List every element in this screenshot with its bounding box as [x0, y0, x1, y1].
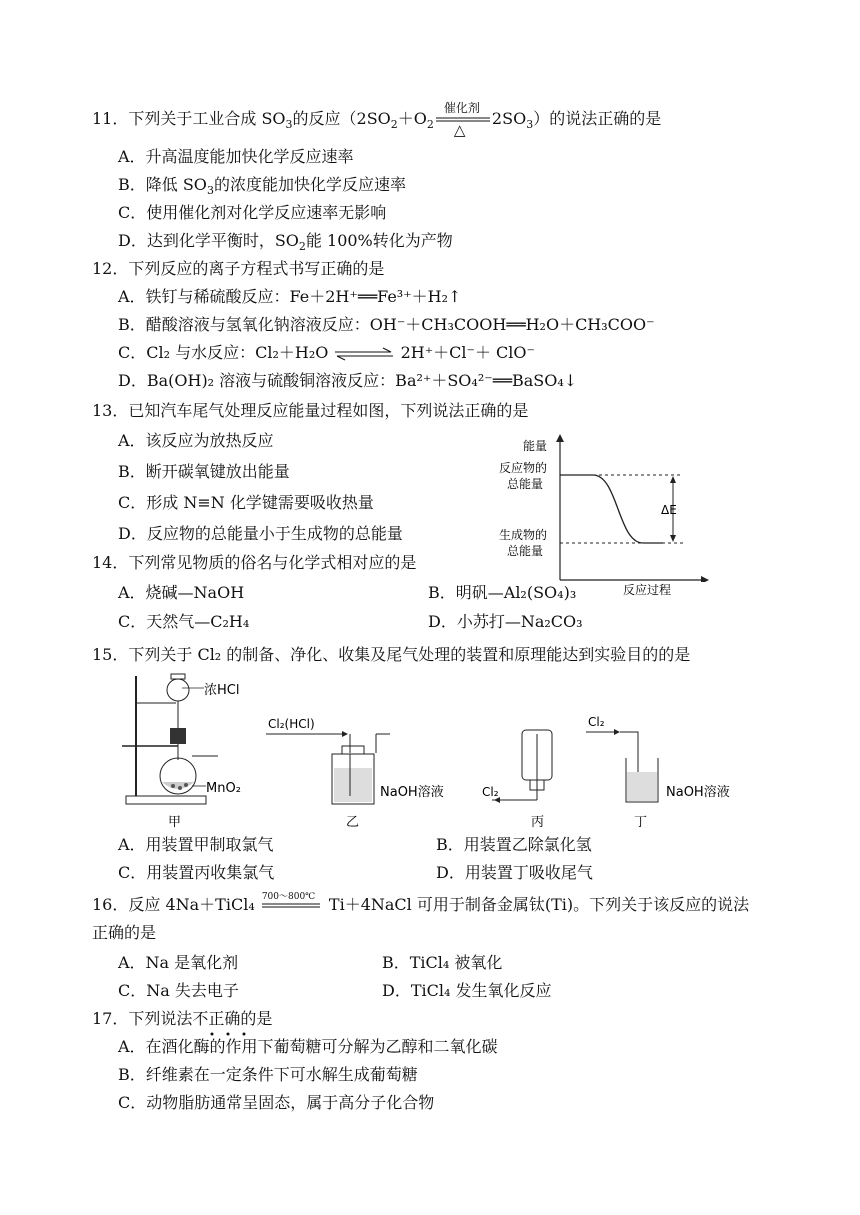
- q13-option-a: A．该反应为放热反应: [118, 431, 274, 450]
- q17-option-c: C．动物脂肪通常呈固态，属于高分子化合物: [118, 1093, 435, 1112]
- apparatus-bing: [482, 730, 552, 828]
- yi-solution-label: NaOH溶液: [380, 785, 444, 800]
- ding-solution-label: NaOH溶液: [666, 785, 730, 800]
- energy-curve: [560, 475, 663, 543]
- q17-option-b: B．纤维素在一定条件下可水解生成葡萄糖: [118, 1065, 418, 1084]
- q15-option-b: B．用装置乙除氯化氢: [436, 835, 592, 854]
- product-label-1: 生成物的: [499, 528, 548, 542]
- ding-label: 丁: [634, 815, 648, 828]
- bing-label: 丙: [531, 815, 545, 828]
- reactant-label-2: 总能量: [507, 477, 544, 491]
- q16-option-b: B．TiCl₄ 被氧化: [382, 953, 503, 972]
- q14-option-a: A．烧碱—NaOH: [118, 583, 245, 602]
- x-axis-label: 反应过程: [623, 583, 672, 597]
- q15-stem: 15．下列关于 Cl₂ 的制备、净化、收集及尾气处理的装置和原理能达到实验目的的是: [92, 645, 691, 664]
- q12-stem: 12．下列反应的离子方程式书写正确的是: [92, 259, 385, 278]
- q15-option-d: D．用装置丁吸收尾气: [436, 863, 593, 882]
- q11-stem: 11．下列关于工业合成 $SO_3$的反应（$2SO_2+O_2$ 催化剂 △ $2SO_3$）的说法正确的是: [92, 100, 662, 139]
- q11-option-d: D．达到化学平衡时，$SO_2$能 100%转化为产物: [118, 231, 453, 254]
- q14-stem: 14．下列常见物质的俗名与化学式相对应的是: [92, 553, 417, 572]
- q12-option-c: C．Cl₂ 与水反应：Cl₂＋H₂O 2H⁺＋Cl⁻＋ ClO⁻: [118, 343, 535, 362]
- q16-stem: 16．反应 4Na＋TiCl₄ 700～800℃ Ti＋4NaCl 可用于制备金属钛(Ti)。下列关于该反应的说法: [92, 894, 749, 917]
- y-axis-label: 能量: [523, 439, 548, 453]
- q14-option-b: B．明矾—Al₂(SO₄)₃: [428, 583, 577, 602]
- q15-option-c: C．用装置丙收集氯气: [118, 863, 275, 882]
- ding-gas-label: Cl₂: [588, 715, 605, 729]
- q16-stem-cont: 正确的是: [92, 923, 157, 942]
- reversible-arrow-icon: [333, 347, 395, 361]
- q15-option-a: A．用装置甲制取氯气: [118, 835, 274, 854]
- q11-option-c: C．使用催化剂对化学反应速率无影响: [118, 203, 387, 222]
- q16-option-c: C．Na 失去电子: [118, 981, 239, 1000]
- q14-option-c: C．天然气—C₂H₄: [118, 612, 250, 631]
- emphasis-text: 不正确: [192, 1009, 241, 1028]
- q16-option-a: A．Na 是氧化剂: [118, 953, 239, 972]
- apparatus-ding: [586, 715, 730, 828]
- q11-option-a: A．升高温度能加快化学反应速率: [118, 147, 354, 166]
- q13-option-d: D．反应物的总能量小于生成物的总能量: [118, 524, 403, 543]
- apparatus-yi: [266, 717, 444, 828]
- apparatus-figure: [118, 668, 798, 828]
- q17-stem: 17．下列说法不正确的是: [92, 1009, 273, 1028]
- q12-option-d: D．Ba(OH)₂ 溶液与硫酸铜溶液反应：Ba²⁺＋SO₄²⁻══BaSO₄↓: [118, 371, 578, 390]
- yi-gas-label: Cl₂(HCl): [268, 717, 315, 731]
- apparatus-jia: [122, 674, 241, 828]
- q11-option-b: B．降低 $SO_3$的浓度能加快化学反应速率: [118, 175, 406, 198]
- q13-option-b: B．断开碳氧键放出能量: [118, 462, 290, 481]
- q16-option-d: D．TiCl₄ 发生氧化反应: [382, 981, 552, 1000]
- delta-e-label: ΔE: [661, 503, 677, 517]
- q13-stem: 13．已知汽车尾气处理反应能量过程如图，下列说法正确的是: [92, 401, 529, 420]
- q17-option-a: A．在酒化酶的作用下葡萄糖可分解为乙醇和二氧化碳: [118, 1037, 498, 1056]
- q14-option-d: D．小苏打—Na₂CO₃: [428, 612, 583, 631]
- q12-option-a: A．铁钉与稀硫酸反应：Fe＋2H⁺══Fe³⁺＋H₂↑: [118, 287, 462, 306]
- q12-option-b: B．醋酸溶液与氢氧化钠溶液反应：OH⁻＋CH₃COOH══H₂O＋CH₃COO⁻: [118, 315, 655, 334]
- q13-option-c: C．形成 N≡N 化学键需要吸收热量: [118, 493, 374, 512]
- yi-label: 乙: [346, 815, 360, 828]
- reactant-label-1: 反应物的: [499, 461, 548, 475]
- q16-condition-arrow: 700～800℃: [261, 891, 316, 902]
- bing-gas-label: Cl₂: [482, 785, 499, 799]
- q11-condition-arrow: 催化剂 △: [443, 100, 480, 139]
- energy-diagram: [493, 432, 713, 597]
- jia-mno2-label: MnO₂: [206, 781, 241, 796]
- product-label-2: 总能量: [507, 544, 544, 558]
- jia-hcl-label: 浓HCl: [204, 683, 240, 698]
- jia-label: 甲: [168, 815, 182, 828]
